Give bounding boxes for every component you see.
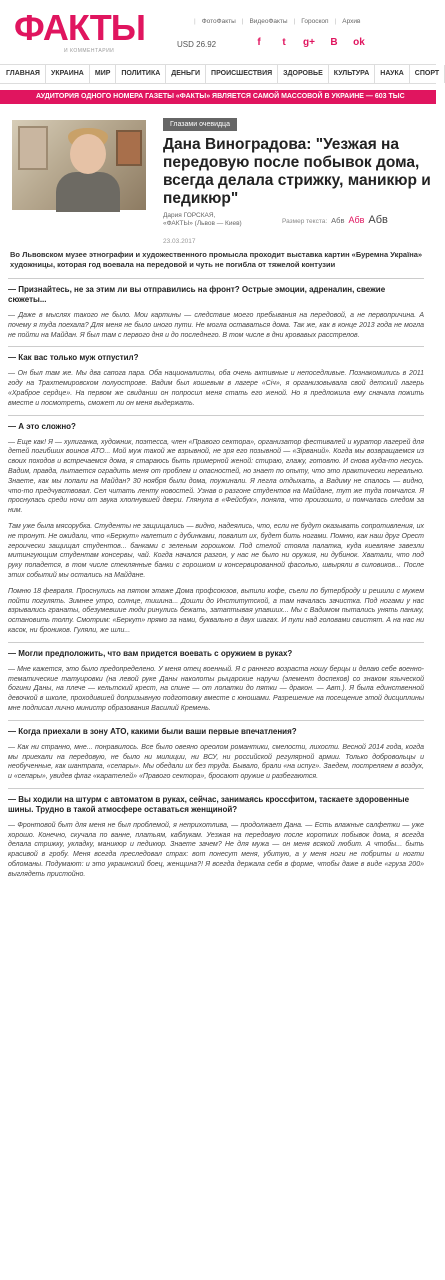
author-org: «ФАКТЫ» (Львов — Киев) <box>163 220 242 227</box>
logo-subtitle: И КОММЕНТАРИИ <box>64 48 115 54</box>
top-links: | ФотоФакты | ВидеоФакты | Гороскоп | Архив <box>194 18 361 25</box>
interview-answer: — Еще как! Я — хулиганка, художник, поэтесса, член «Правого сектора», организатор фестивалей и куратор лагерей для детей погибших воинов АТО... Мой муж такой же взрывной, не зря его позывной — «Зірваний». Когда мы возвращаемся из своих походов и встречаемся дома, я стараюсь быть примерной женой: стираю, глажу, готовлю. И снова куда-то несусь. Вадим, правда, пытается оградить меня от проблем и опасностей, но знает по опыту, что это практически нереально. Знаете, как мы попали на Майдан? 30 ноября были дома, поужинали. Я легла отдыхать, а Вадиму не спалось — видно, что-то предчувствовал. Сел читать ленту новостей. Узнав о разгоне студентов на Майдане, тут же туда помчался. Я проснулась среди ночи от звука хлопнувшей двери. Глянула в «Фейсбук», поняла, что произошло, и помчалась следом за ним. <box>8 438 424 515</box>
interview-answer: — Даже в мыслях такого не было. Мои картины — следствие моего пребывания на передовой, а не первопричина. А почему я туда поехала? Для меня не было иного пути. Не могла оставаться дома. Так же, как в конце 2013 года не могла не пойти на Майдан. Я был там с первого дня и до последнего. В том числе в дни кровавых расстрелов. <box>8 312 424 339</box>
text-size-label: Размер текста: <box>282 218 328 225</box>
interview-question: — Могли предположить, что вам придется воевать с оружием в руках? <box>8 648 293 658</box>
link-archive[interactable]: Архив <box>342 18 361 25</box>
nav-item-health[interactable]: ЗДОРОВЬЕ <box>278 65 329 83</box>
twitter-icon[interactable]: t <box>282 37 286 48</box>
odnoklassniki-icon[interactable]: ok <box>353 37 365 48</box>
article-date: 23.03.2017 <box>163 238 196 245</box>
article-body <box>0 250 436 880</box>
interview-answer: — Как ни странно, мне... понравилось. Все было овеяно ореолом романтики, смелости, лихости. Весной 2014 года, когда мы приехали на передовую, не было ни милиции, ни ВСУ, ни российской регулярной армии. Только добровольцы и необученные, как шантрапа, «сепары». Мы обедали их без труда. Бывало, брали «на испуг». Заедем, постреляем в воздух, и «сепары», увидев флаг «карателей» «Правого сектора», бросают оружие и разбегаются. <box>8 743 424 781</box>
nav-item-science[interactable]: НАУКА <box>375 65 410 83</box>
main-nav <box>0 64 440 84</box>
link-photofacts[interactable]: ФотоФакты <box>201 18 236 25</box>
nav-item-world[interactable]: МИР <box>90 65 117 83</box>
nav-item-incidents[interactable]: ПРОИСШЕСТВИЯ <box>206 65 278 83</box>
interview-answer: Там уже была мясорубка. Студенты не защищались — видно, надеялись, что, если не будут оказывать сопротивления, их не тронут. Не ожидали, что «Беркут» налетит с дубинками, повалит их, будет бить ногами. Помню, как наш друг Орест героически защищал студентов... банками с зеленым горошком. Под стелой стояла палатка, куда киевляне завезли митингующим студентам консервы, чай. Когда начался разгон, у нас не было ни оружия, ни дубинок. Хватали, что под руку попадется, в том числе стеклянные банки с горошком и консервированной фасолью, швыряли в силовиков... После этих событий мы остались на Майдане. <box>8 522 424 579</box>
interview-question: — Когда приехали в зону АТО, какими были ваши первые впечатления? <box>8 726 297 736</box>
interview-answer: — Мне кажется, это было предопределено. У меня отец военный. Я с раннего возраста ношу берцы и делаю себе военно-тематические татуировки (на левой руке Даны наколоты рыцарские наручи (элемент доспехов) со знаком языческой богини Даны, на плече — кельтский крест, на спине — от лопатки до пятки — дракон. — Авт.). Я была единственной девочкой в школе, проходившей допризывную подготовку вместе с юношами. Разрешение на посещение этой дисциплины мне подписал лично министр образования Василий Кремень. <box>8 665 424 712</box>
interview-answer: — Он был там же. Мы два сапога пара. Оба националисты, оба очень активные и непоседливые. Познакомились в 2011 году на Трахтемировском полуострове. Вадим был кошевым в лагере «Січ», я организовывала свой детский лагерь «Храброе сердце». На первом же свидании он попросил меня стать его женой. Но я предложила ему сначала пожить вместе и посмотреть, сможет ли он меня выдержать. <box>8 370 424 407</box>
interview-question: — А это сложно? <box>8 421 76 431</box>
interview-question: — Как вас только муж отпустил? <box>8 353 139 363</box>
usd-rate: USD 26.92 <box>177 40 217 49</box>
nav-item-culture[interactable]: КУЛЬТУРА <box>329 65 376 83</box>
nav-item-money[interactable]: ДЕНЬГИ <box>166 65 206 83</box>
text-size-control <box>282 214 388 226</box>
rubric-tag[interactable]: Глазами очевидца <box>163 118 237 131</box>
article-author <box>163 212 242 228</box>
text-size-small[interactable]: Абв <box>331 216 345 225</box>
text-size-medium[interactable]: Абв <box>348 215 365 225</box>
link-videofacts[interactable]: ВидеоФакты <box>249 18 288 25</box>
interview-answer: Помню 18 февраля. Проснулись на пятом этаже Дома профсоюзов, выпили кофе, съели по бутерброду и решили с мужем пойти погулять. Зимнее утро, солнце, тишина... Дошли до Институтской, а там началась зачистка. Под ногами у нас взрывались гранаты, обезумевшие люди ринулись бежать, затаптывая упавших... Мы с Вадимом пытались унять панику, остановить толпу. Смотрим: «Беркут» прямо за нами, буквально в двух шагах. И пули над головами свистят. А на нас ни касок, ни броников. Гуляли, же шли... <box>8 587 424 634</box>
article-header <box>0 104 436 250</box>
article-lead: Во Львовском музее этнографии и художественного промысла проходит выставка картин «Буремна Україна» художницы, которая год воевала на передовой и чуть не погибла от тяжелой контузии <box>10 250 423 269</box>
interview-question: — Вы ходили на штурм с автоматом в руках, сейчас, занимаясь кроссфитом, таскаете здоровенные шины. Трудно в такой атмосфере оставаться женщиной? <box>8 794 410 814</box>
nav-item-sport[interactable]: СПОРТ <box>410 65 445 83</box>
google-plus-icon[interactable]: g+ <box>303 37 315 48</box>
interview-question: — Признайтесь, не за этим ли вы отправились на фронт? Острые эмоции, адреналин, свежие сюжеты... <box>8 285 386 304</box>
site-header <box>0 0 436 64</box>
facebook-icon[interactable]: f <box>257 37 261 48</box>
audience-banner[interactable]: АУДИТОРИЯ ОДНОГО НОМЕРА ГАЗЕТЫ «ФАКТЫ» ЯВЛЯЕТСЯ САМОЙ МАССОВОЙ В УКРАИНЕ — 603 ТЫС <box>0 90 436 104</box>
social-links <box>252 36 366 50</box>
article-photo <box>12 120 146 210</box>
text-size-large[interactable]: Абв <box>368 214 388 226</box>
nav-item-politics[interactable]: ПОЛИТИКА <box>116 65 166 83</box>
interview-answer: — Фронтовой быт для меня не был проблемой, я неприхотлива, — продолжает Дана. — Есть влажные салфетки — уже хорошо. Конечно, скучала по ванне, платьям, каблукам. Уезжая на передовую после коротких побывок дома, я всегда делала стрижку, укладку, маникюр и педикюр. Знаете зачем? Не для мужа — он меня всякой любит. А чтобы... быть красивой в гробу. Меня всегда преследовал страх: вот понесут меня, убитую, а у меня ноги не побриты и ногти обломаны. Подумают: и это украинский боец, женщина?! Я всегда держала себя в форме, чтобы даже в виде «груза 200» выглядеть пристойно. <box>8 821 424 878</box>
author-name: Дария ГОРСКАЯ, <box>163 212 216 219</box>
logo-text: ФАКТЫ <box>14 7 145 48</box>
article-title: Дана Виноградова: "Уезжая на передовую после побывок дома, всегда делала стрижку, маникюр и педикюр" <box>163 136 431 207</box>
nav-item-main[interactable]: ГЛАВНАЯ <box>0 65 46 83</box>
nav-item-ukraine[interactable]: УКРАИНА <box>46 65 90 83</box>
site-logo[interactable] <box>14 8 144 56</box>
link-horoscope[interactable]: Гороскоп <box>301 18 329 25</box>
vkontakte-icon[interactable]: B <box>330 37 338 48</box>
